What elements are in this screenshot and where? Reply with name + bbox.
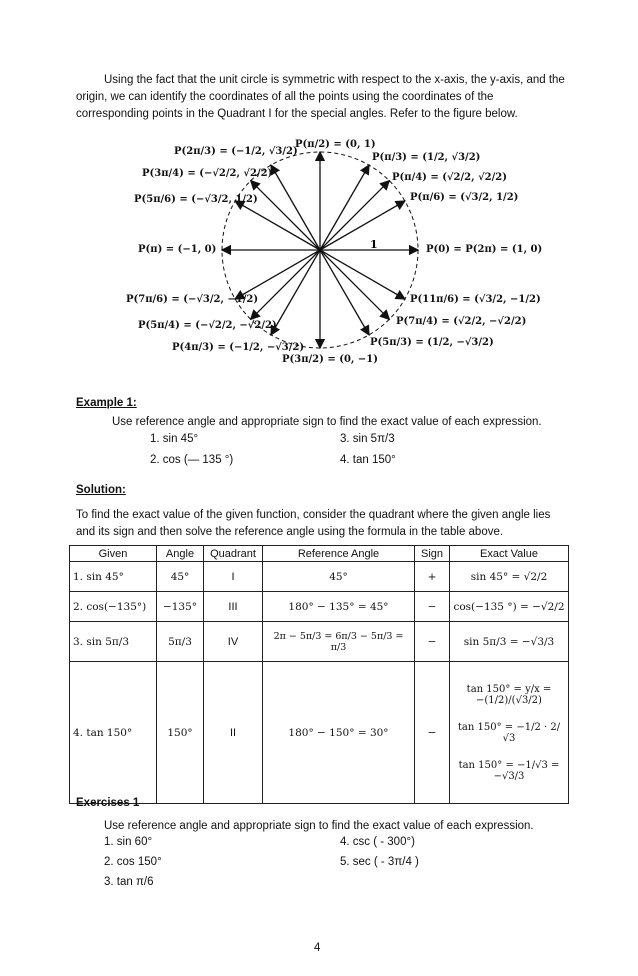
example-item-2: 2. cos (— 135 °) [150, 454, 234, 466]
point-label: P(5π/3) = (1/2, −√3/2) [370, 337, 494, 348]
exercise-item-5: 5. sec ( - 3π/4 ) [340, 856, 419, 868]
exact-step-1: tan 150° = y/x = −(1/2)/(√3/2) [466, 683, 552, 706]
example-heading: Example 1: [76, 397, 137, 409]
cell-given: 1. sin 45° [70, 562, 157, 592]
point-label: P(7π/6) = (−√3/2, −1/2) [126, 294, 259, 305]
table-row [70, 622, 569, 662]
cell-sign: − [415, 622, 450, 662]
exercises-instruction: Use reference angle and appropriate sign to find the exact value of each expression. [104, 820, 534, 832]
cell-reference-angle: 45° [263, 562, 415, 592]
cell-quadrant: IV [204, 622, 263, 662]
point-label: P(3π/2) = (0, −1) [282, 354, 378, 365]
point-label: P(π/4) = (√2/2, √2/2) [392, 172, 507, 183]
table-row [70, 562, 569, 592]
header-sign: Sign [415, 546, 450, 562]
point-label: P(π/6) = (√3/2, 1/2) [410, 192, 519, 203]
cell-reference-angle: 2π − 5π/3 = 6π/3 − 5π/3 = π/3 [263, 622, 415, 662]
example-item-4: 4. tan 150° [340, 454, 396, 466]
point-label: P(π/3) = (1/2, √3/2) [372, 152, 481, 163]
cell-angle: 5π/3 [157, 622, 204, 662]
header-reference-angle: Reference Angle [263, 546, 415, 562]
solution-text: To find the exact value of the given function, consider the quadrant where the given angle lies and its sign and then solve the reference angle using the formula in the table above. [76, 509, 551, 538]
exercises-heading: Exercises 1 [76, 797, 140, 809]
point-label: P(4π/3) = (−1/2, −√3/2) [172, 342, 305, 353]
point-label: P(π/2) = (0, 1) [295, 139, 376, 150]
table-row [70, 662, 569, 804]
cell-angle: 150° [157, 662, 204, 804]
header-exact-value: Exact Value [450, 546, 569, 562]
cell-given: 4. tan 150° [70, 662, 157, 804]
cell-sign: + [415, 562, 450, 592]
cell-quadrant: III [204, 592, 263, 622]
point-label: P(2π/3) = (−1/2, √3/2) [174, 146, 298, 157]
cell-reference-angle: 180° − 135° = 45° [263, 592, 415, 622]
header-angle: Angle [157, 546, 204, 562]
solution-heading: Solution: [76, 484, 126, 496]
cell-angle: 45° [157, 562, 204, 592]
exact-step-3: tan 150° = −1/√3 = −√3/3 [458, 759, 560, 782]
cell-sign: − [415, 662, 450, 804]
example-item-3: 3. sin 5π/3 [340, 433, 395, 445]
header-quadrant: Quadrant [204, 546, 263, 562]
cell-angle: −135° [157, 592, 204, 622]
exercise-item-1: 1. sin 60° [104, 836, 153, 848]
example-item-1: 1. sin 45° [150, 433, 199, 445]
page-number: 4 [314, 942, 321, 954]
cell-sign: − [415, 592, 450, 622]
point-label: P(5π/4) = (−√2/2, −√2/2) [138, 320, 277, 331]
point-label: P(0) = P(2π) = (1, 0) [426, 244, 543, 255]
table-header-row [70, 546, 569, 562]
example-instruction: Use reference angle and appropriate sign to find the exact value of each expression. [112, 416, 542, 428]
solution-table [69, 545, 569, 804]
cell-quadrant: I [204, 562, 263, 592]
exercise-item-2: 2. cos 150° [104, 856, 162, 868]
exercise-item-3: 3. tan π/6 [104, 876, 154, 888]
exact-step-2: tan 150° = −1/2 · 2/√3 [457, 721, 561, 744]
point-label: P(3π/4) = (−√2/2, √2/2) [142, 168, 273, 179]
cell-given: 2. cos(−135°) [70, 592, 157, 622]
cell-exact-value: sin 45° = √2/2 [450, 562, 569, 592]
cell-exact-value: cos(−135 °) = −√2/2 [450, 592, 569, 622]
cell-exact-value [450, 662, 569, 804]
cell-reference-angle: 180° − 150° = 30° [263, 662, 415, 804]
cell-exact-value: sin 5π/3 = −√3/3 [450, 622, 569, 662]
point-label: P(5π/6) = (−√3/2, 1/2) [134, 194, 258, 205]
header-given: Given [70, 546, 157, 562]
point-label: P(π) = (−1, 0) [138, 244, 217, 255]
exercise-item-4: 4. csc ( - 300°) [340, 836, 415, 848]
point-label: P(7π/4) = (√2/2, −√2/2) [396, 316, 527, 327]
point-label: P(11π/6) = (√3/2, −1/2) [410, 294, 541, 305]
cell-quadrant: II [204, 662, 263, 804]
intro-paragraph: Using the fact that the unit circle is symmetric with respect to the x-axis, the y-axis, and the origin, we can identify the coordinates of all the points using the coordinates of the corresponding points in the Quadrant I for the special angles. Refer to the figure below. [76, 74, 565, 120]
cell-given: 3. sin 5π/3 [70, 622, 157, 662]
table-row [70, 592, 569, 622]
unit-circle-figure [120, 134, 543, 370]
radius-label: 1 [370, 238, 378, 251]
